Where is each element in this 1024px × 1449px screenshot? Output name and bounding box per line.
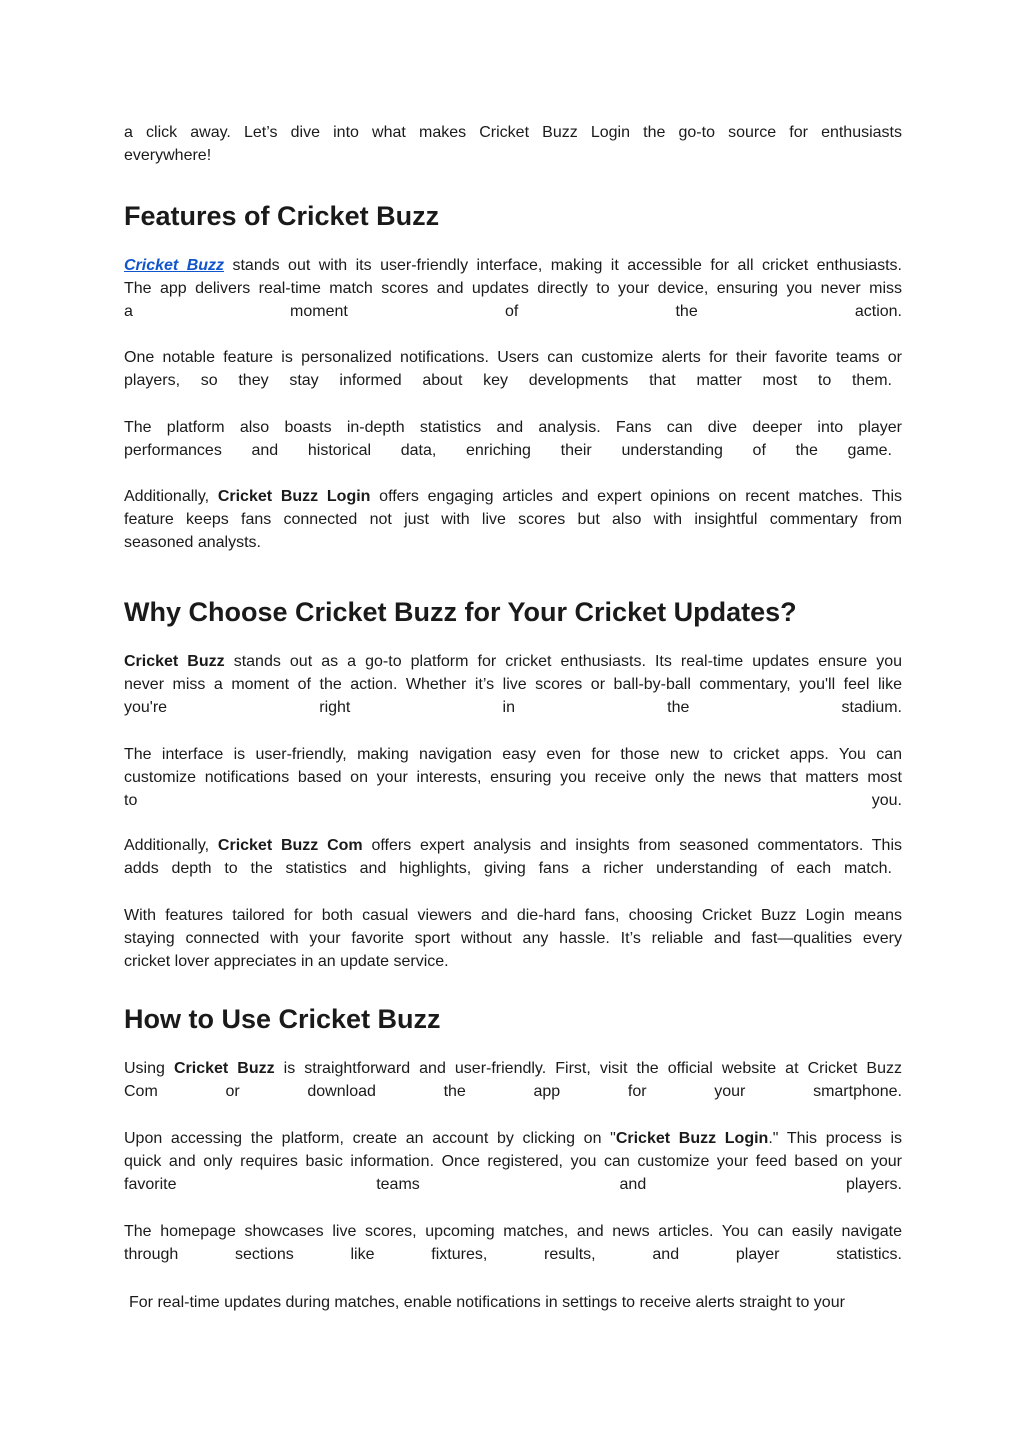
paragraph-line: adds depth to the statistics and highlights, giving fans a richer understanding of each match. [124, 860, 892, 877]
paragraph-line: Cricket Buzz stands out with its user-friendly interface, making it accessible for all cricket enthusiasts. [124, 257, 902, 274]
paragraph-line: For real-time updates during matches, enable notifications in settings to receive alerts straight to your [129, 1294, 845, 1311]
paragraph-line: Additionally, Cricket Buzz Com offers expert analysis and insights from seasoned commentators. This [124, 837, 903, 854]
cricket-buzz-link[interactable]: Cricket Buzz [124, 257, 225, 274]
paragraph-line: feature keeps fans connected not just with live scores but also with insightful commentary from [124, 511, 902, 528]
paragraph-line: The platform also boasts in-depth statistics and analysis. Fans can dive deeper into player [124, 419, 902, 436]
paragraph-line: through sections like fixtures, results, and player statistics. [124, 1246, 902, 1263]
section-heading-why-choose: Why Choose Cricket Buzz for Your Cricket Updates? [124, 597, 797, 627]
paragraph-line: One notable feature is personalized notifications. Users can customize alerts for their favorite teams or [124, 349, 902, 366]
paragraph-line: Com or download the app for your smartphone. [124, 1083, 902, 1100]
paragraph-line: The app delivers real-time match scores and updates directly to your device, ensuring you never miss [124, 280, 902, 297]
paragraph-line: Using Cricket Buzz is straightforward and user-friendly. First, visit the official website at Cricket Buzz [124, 1060, 902, 1077]
bold-term: Cricket Buzz Com [217, 837, 363, 854]
paragraph-line: seasoned analysts. [124, 534, 261, 551]
paragraph-line: performances and historical data, enriching their understanding of the game. [124, 442, 892, 459]
paragraph-line: Cricket Buzz stands out as a go-to platform for cricket enthusiasts. Its real-time updates ensure you [124, 653, 902, 670]
section-heading-how-to-use: How to Use Cricket Buzz [124, 1004, 441, 1034]
intro-line: a click away. Let’s dive into what makes Cricket Buzz Login the go-to source for enthusiasts [124, 124, 902, 141]
paragraph-line: The homepage showcases live scores, upcoming matches, and news articles. You can easily navigate [124, 1223, 902, 1240]
paragraph-line: to you. [124, 792, 902, 809]
bold-term: Cricket Buzz Login [217, 488, 371, 505]
paragraph-line: players, so they stay informed about key developments that matter most to them. [124, 372, 892, 389]
bold-term: Cricket Buzz [124, 653, 225, 670]
paragraph-line: Additionally, Cricket Buzz Login offers engaging articles and expert opinions on recent matches. This [124, 488, 902, 505]
bold-term: Cricket Buzz Login [615, 1130, 769, 1147]
paragraph-line: With features tailored for both casual viewers and die-hard fans, choosing Cricket Buzz Login means [124, 907, 902, 924]
paragraph-line: Upon accessing the platform, create an account by clicking on "Cricket Buzz Login." This process is [124, 1130, 902, 1147]
paragraph-line: favorite teams and players. [124, 1176, 902, 1193]
paragraph-line: customize notifications based on your interests, ensuring you receive only the news that matters most [124, 769, 902, 786]
bold-term: Cricket Buzz [173, 1060, 275, 1077]
paragraph-line: you're right in the stadium. [124, 699, 902, 716]
paragraph-line: a moment of the action. [124, 303, 902, 320]
paragraph-line: quick and only requires basic information. Once registered, you can customize your feed based on your [124, 1153, 902, 1170]
paragraph-line: never miss a moment of the action. Whether it’s live scores or ball-by-ball commentary, you'll feel like [124, 676, 902, 693]
paragraph-line: The interface is user-friendly, making navigation easy even for those new to cricket apps. You can [124, 746, 902, 763]
paragraph-line: staying connected with your favorite sport without any hassle. It’s reliable and fast—qualities every [124, 930, 902, 947]
section-heading-features: Features of Cricket Buzz [124, 201, 440, 231]
intro-line: everywhere! [124, 147, 212, 164]
paragraph-line: cricket lover appreciates in an update service. [124, 953, 449, 970]
